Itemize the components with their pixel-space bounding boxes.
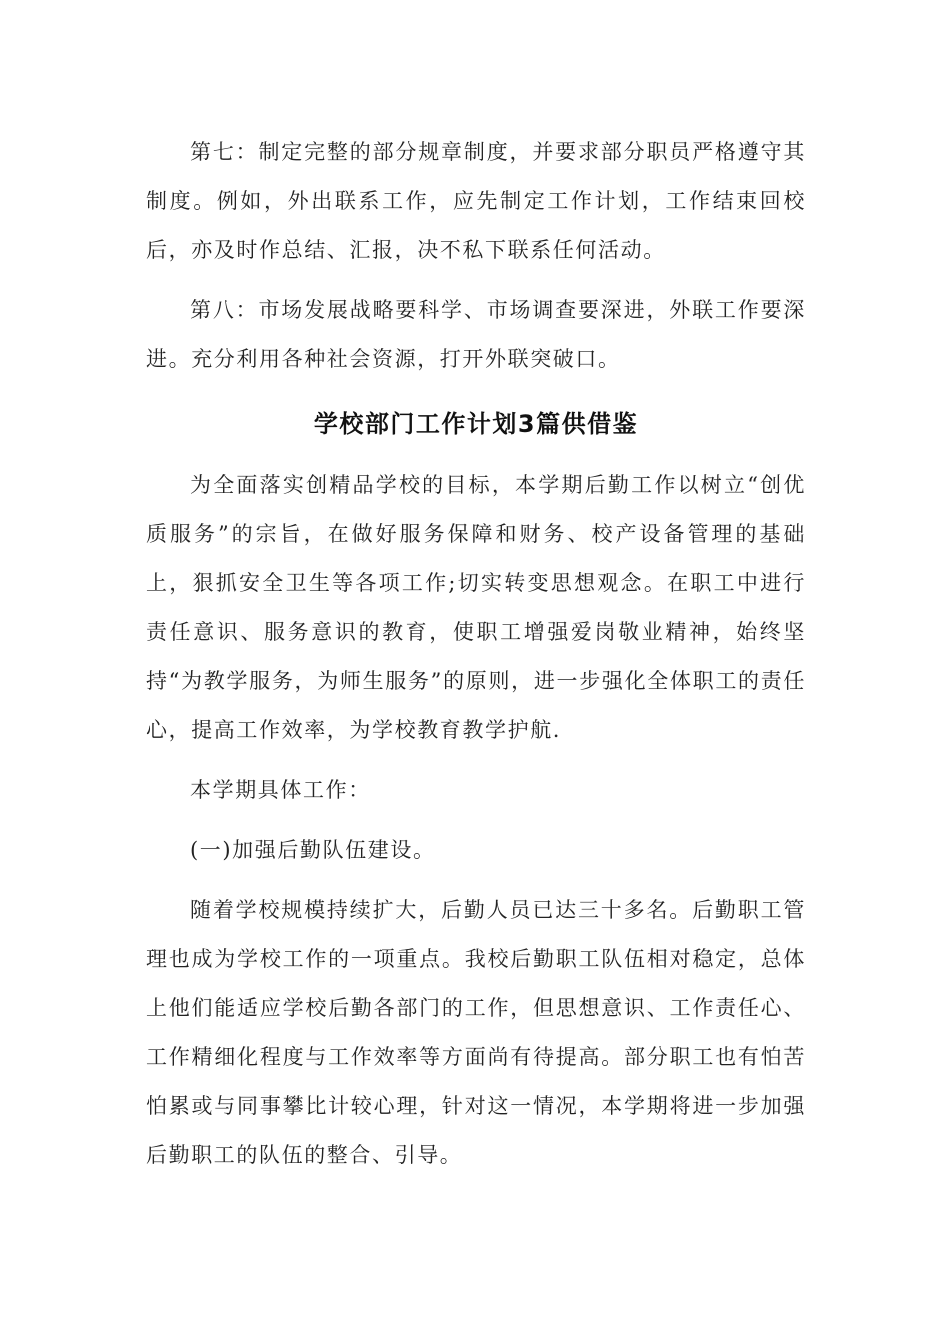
section-heading: 学校部门工作计划3篇供借鉴 bbox=[313, 410, 639, 438]
paragraph-rule-eight: 第八：市场发展战略要科学、市场调查要深进，外联工作要深进。充分利用各种社会资源，打开外联突破口。 bbox=[146, 298, 806, 371]
paragraph-item-one: (一)加强后勤队伍建设。 bbox=[190, 838, 436, 862]
paragraph-rule-seven: 第七：制定完整的部分规章制度，并要求部分职员严格遵守其制度。例如，外出联系工作，应先制定工作计划，工作结束回校后，亦及时作总结、汇报，决不私下联系任何活动。 bbox=[146, 140, 806, 262]
paragraph-specific-work: 本学期具体工作： bbox=[190, 778, 371, 802]
paragraph-staff-management: 随着学校规模持续扩大，后勤人员已达三十多名。后勤职工管理也成为学校工作的一项重点。我校后勤职工队伍相对稳定，总体上他们能适应学校后勤各部门的工作，但思想意识、工作责任心、工作精细化程度与工作效率等方面尚有待提高。部分职工也有怕苦怕累或与同事攀比计较心理，针对这一情况，本学期将进一步加强后勤职工的队伍的整合、引导。 bbox=[146, 898, 806, 1167]
paragraph-intro: 为全面落实创精品学校的目标，本学期后勤工作以树立“创优质服务”的宗旨，在做好服务保障和财务、校产设备管理的基础上，狠抓安全卫生等各项工作;切实转变思想观念。在职工中进行责任意识、服务意识的教育，使职工增强爱岗敬业精神，始终坚持“为教学服务，为师生服务”的原则，进一步强化全体职工的责任心，提高工作效率，为学校教育教学护航. bbox=[146, 473, 806, 742]
document-body bbox=[146, 128, 806, 1191]
